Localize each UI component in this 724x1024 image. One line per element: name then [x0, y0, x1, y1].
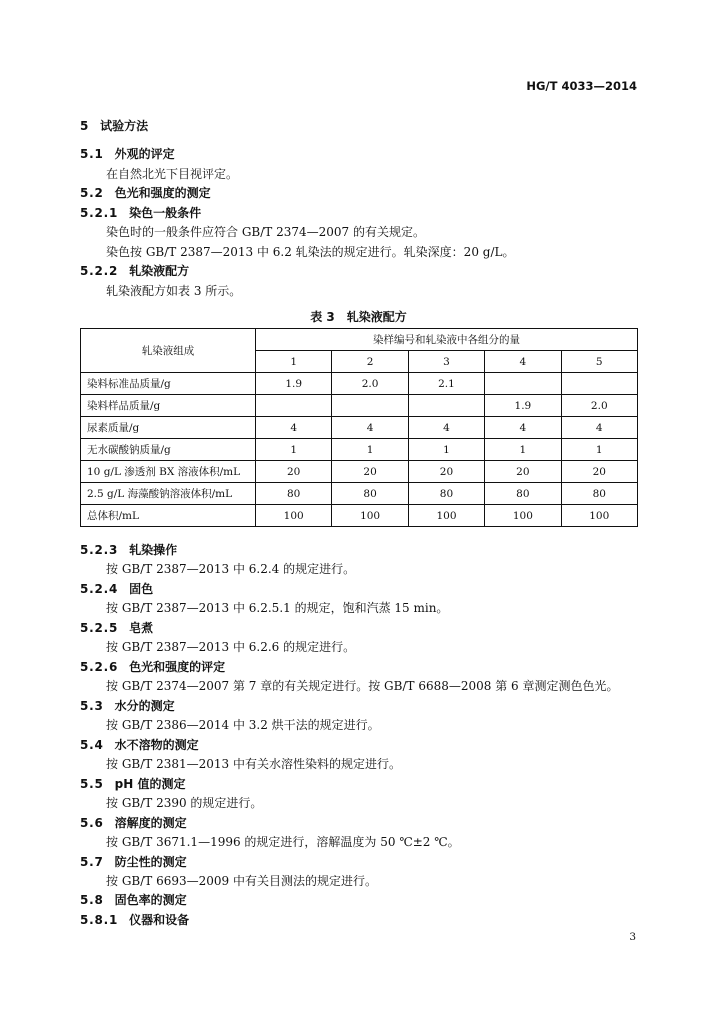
clause-title: 染色一般条件 [129, 205, 202, 220]
row-sodium-alginate-volume [81, 483, 638, 505]
row-label: 尿素质量/g [81, 417, 256, 439]
row-sample-dye-mass [81, 395, 638, 417]
cell-sample-3: 100 [408, 505, 484, 527]
cell-sample-1: 20 [256, 461, 332, 483]
clause-number: 5.2.4 [80, 581, 119, 596]
row-label: 无水碳酸钠质量/g [81, 439, 256, 461]
clause-title: 水不溶物的测定 [114, 737, 199, 752]
cell-sample-1 [256, 395, 332, 417]
cell-sample-4: 100 [485, 505, 561, 527]
clause-5-2-4-heading [0, 580, 724, 599]
cell-sample-2: 100 [332, 505, 408, 527]
clause-5-2-3-heading [0, 541, 724, 560]
clause-number: 5.2.6 [80, 659, 119, 674]
cell-sample-4: 1 [485, 439, 561, 461]
clause-5-2-2-text: 轧染液配方如表 3 所示。 [106, 283, 242, 298]
row-urea-mass [81, 417, 638, 439]
cell-sample-3: 20 [408, 461, 484, 483]
clause-5-3-text: 按 GB/T 2386—2014 中 3.2 烘干法的规定进行。 [106, 718, 380, 733]
cell-sample-5: 4 [561, 417, 637, 439]
section-5-heading [0, 117, 724, 137]
column-header-1: 1 [256, 351, 332, 373]
clause-5-4-heading [0, 736, 724, 755]
clauses-after-table [0, 541, 724, 930]
row-sodium-carbonate-mass [81, 439, 638, 461]
clause-5-1-text: 在自然北光下目视评定。 [106, 166, 239, 181]
cell-sample-2: 1 [332, 439, 408, 461]
page-number: 3 [629, 931, 636, 943]
clause-5-5-heading [0, 775, 724, 794]
cell-sample-1: 100 [256, 505, 332, 527]
clause-5-7-text: 按 GB/T 6693—2009 中有关目测法的规定进行。 [106, 873, 377, 888]
row-header-cell: 轧染液组成 [81, 329, 256, 373]
clause-number: 5.2 [80, 186, 104, 200]
clause-5-2-1-text-1: 染色时的一般条件应符合 GB/T 2374—2007 的有关规定。 [106, 225, 425, 239]
clause-number: 5.2.5 [80, 620, 119, 635]
cell-sample-1: 1.9 [256, 373, 332, 395]
clause-title: 试验方法 [100, 119, 149, 133]
clause-title: 固色 [129, 581, 154, 596]
column-header-4: 4 [485, 351, 561, 373]
clause-title: 色光和强度的评定 [129, 659, 226, 674]
clause-number: 5.2.3 [80, 543, 119, 557]
clause-number: 5.1 [80, 147, 104, 161]
clauses-before-table [0, 145, 724, 301]
cell-sample-4 [485, 373, 561, 395]
clause-number: 5.3 [80, 698, 104, 713]
clause-number: 5.8 [80, 893, 104, 908]
cell-sample-3: 2.1 [408, 373, 484, 395]
row-standard-dye-mass [81, 373, 638, 395]
row-penetrant-bx-volume [81, 461, 638, 483]
cell-sample-1: 80 [256, 483, 332, 505]
clause-title: 皂煮 [129, 620, 154, 635]
cell-sample-1: 4 [256, 417, 332, 439]
clause-title: 水分的测定 [114, 698, 175, 713]
cell-sample-2 [332, 395, 408, 417]
clause-5-2-6-text: 按 GB/T 2374—2007 第 7 章的有关规定进行。按 GB/T 6688—2008 第 6 章测定测色色光。 [106, 679, 619, 694]
clause-5-2-1-text-2: 染色按 GB/T 2387—2013 中 6.2 轧染法的规定进行。轧染深度：20 g/L。 [106, 244, 515, 259]
section-5 [0, 117, 724, 137]
group-header-cell: 染样编号和轧染液中各组分的量 [256, 329, 638, 351]
clause-number: 5.2.1 [80, 205, 119, 220]
clause-title: 仪器和设备 [129, 912, 190, 927]
table-header-row-1 [81, 329, 638, 351]
clause-number: 5.6 [80, 815, 104, 830]
clause-5-8-heading [0, 891, 724, 910]
column-header-5: 5 [561, 351, 637, 373]
clause-5-4-text: 按 GB/T 2381—2013 中有关水溶性染料的规定进行。 [106, 757, 401, 772]
clause-number: 5.4 [80, 737, 104, 752]
row-label: 2.5 g/L 海藻酸钠溶液体积/mL [81, 483, 256, 505]
clause-5-2-heading [0, 184, 724, 204]
clause-5-6-text: 按 GB/T 3671.1—1996 的规定进行，溶解温度为 50 ℃±2 ℃。 [106, 835, 460, 850]
cell-sample-3: 1 [408, 439, 484, 461]
row-label: 总体积/mL [81, 505, 256, 527]
clause-5-3-heading [0, 697, 724, 716]
clause-title: 轧染操作 [129, 543, 178, 557]
cell-sample-2: 80 [332, 483, 408, 505]
cell-sample-4: 80 [485, 483, 561, 505]
clause-title: 溶解度的测定 [114, 815, 187, 830]
clause-5-6-heading [0, 814, 724, 833]
cell-sample-2: 2.0 [332, 373, 408, 395]
clause-5-8-1-heading [0, 911, 724, 930]
clause-5-2-4-text: 按 GB/T 2387—2013 中 6.2.5.1 的规定，饱和汽蒸 15 min。 [106, 601, 449, 616]
column-header-3: 3 [408, 351, 484, 373]
column-header-2: 2 [332, 351, 408, 373]
cell-sample-5: 100 [561, 505, 637, 527]
cell-sample-4: 1.9 [485, 395, 561, 417]
row-label: 10 g/L 渗透剂 BX 溶液体积/mL [81, 461, 256, 483]
row-label: 染料标准品质量/g [81, 373, 256, 395]
clause-title: pH 值的测定 [114, 776, 186, 791]
clause-title: 固色率的测定 [114, 893, 187, 908]
clause-5-2-1-heading [0, 204, 724, 224]
clause-number: 5.5 [80, 776, 104, 791]
cell-sample-4: 4 [485, 417, 561, 439]
clause-5-7-heading [0, 853, 724, 872]
row-total-volume [81, 505, 638, 527]
clause-5-2-5-heading [0, 619, 724, 638]
cell-sample-5: 2.0 [561, 395, 637, 417]
cell-sample-2: 20 [332, 461, 408, 483]
table-title: 轧染液配方 [346, 310, 407, 324]
cell-sample-5: 1 [561, 439, 637, 461]
clause-5-5-text: 按 GB/T 2390 的规定进行。 [106, 796, 263, 811]
cell-sample-5: 20 [561, 461, 637, 483]
clause-number: 5.8.1 [80, 912, 119, 927]
clause-title: 色光和强度的测定 [114, 186, 211, 200]
standard-code-header: HG/T 4033—2014 [526, 79, 637, 93]
cell-sample-4: 20 [485, 461, 561, 483]
clause-5-2-6-heading [0, 658, 724, 677]
clause-title: 防尘性的测定 [114, 854, 187, 869]
clause-5-1-heading [0, 145, 724, 165]
cell-sample-3 [408, 395, 484, 417]
clause-number: 5 [80, 119, 90, 133]
clause-title: 外观的评定 [114, 147, 175, 161]
cell-sample-1: 1 [256, 439, 332, 461]
clause-title: 轧染液配方 [129, 264, 190, 278]
clause-5-2-2-heading [0, 262, 724, 282]
cell-sample-5 [561, 373, 637, 395]
dye-bath-formula-table [80, 328, 638, 527]
cell-sample-3: 4 [408, 417, 484, 439]
cell-sample-5: 80 [561, 483, 637, 505]
table-caption [80, 307, 637, 327]
clause-number: 5.7 [80, 854, 104, 869]
clause-5-2-3-text: 按 GB/T 2387—2013 中 6.2.4 的规定进行。 [106, 562, 356, 577]
clause-number: 5.2.2 [80, 264, 119, 278]
clause-5-2-5-text: 按 GB/T 2387—2013 中 6.2.6 的规定进行。 [106, 640, 356, 655]
cell-sample-3: 80 [408, 483, 484, 505]
cell-sample-2: 4 [332, 417, 408, 439]
row-label: 染料样品质量/g [81, 395, 256, 417]
table-number: 表 3 [310, 310, 335, 324]
